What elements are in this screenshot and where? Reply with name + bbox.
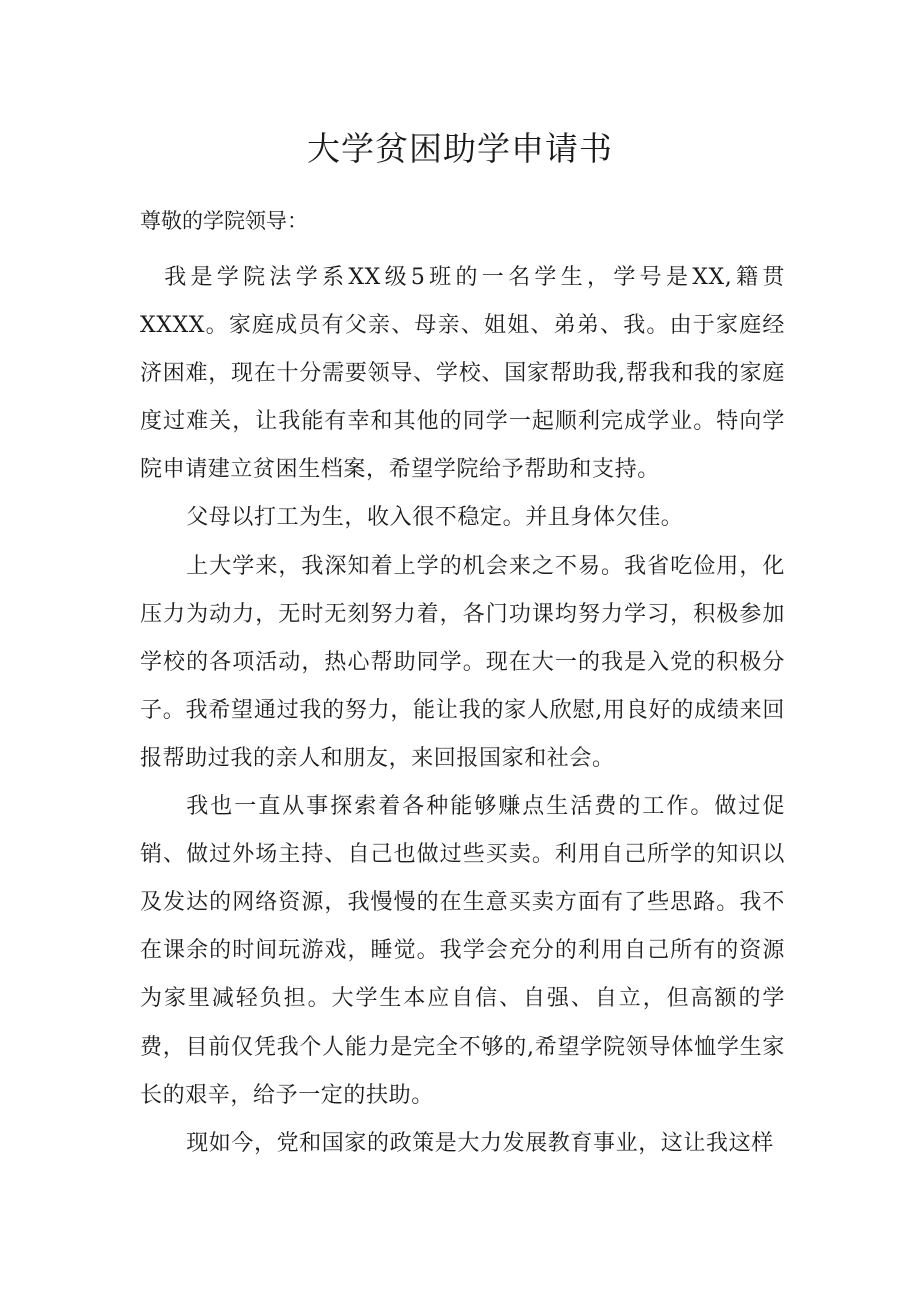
paragraph-parents: 父母以打工为生，收入很不稳定。并且身体欠佳。	[186, 505, 684, 531]
document-body	[140, 254, 785, 1168]
document-title: 大学贫困助学申请书	[307, 129, 613, 168]
paragraph-intro: 我是学院法学系XX级5班的一名学生，学号是XX,籍贯XXXX。家庭成员有父亲、母亲、姐姐、弟弟、我。由于家庭经济困难，现在十分需要领导、学校、国家帮助我,帮我和我的家庭度过难关，让我能有幸和其他的同学一起顺利完成学业。特向学院申请建立贫困生档案，希望学院给予帮助和支持。	[140, 265, 785, 483]
paragraph-work: 我也一直从事探索着各种能够赚点生活费的工作。做过促销、做过外场主持、自己也做过些买卖。利用自己所学的知识以及发达的网络资源，我慢慢的在生意买卖方面有了些思路。我不在课余的时间玩游戏，睡觉。我学会充分的利用自己所有的资源为家里减轻负担。大学生本应自信、自强、自立，但高额的学费，目前仅凭我个人能力是完全不够的,希望学院领导体恤学生家长的艰辛，给予一定的扶助。	[140, 794, 785, 1108]
salutation: 尊敬的学院领导：	[140, 209, 308, 233]
paragraph-university: 上大学来，我深知着上学的机会来之不易。我省吃俭用，化压力为动力，无时无刻努力着，各门功课均努力学习，积极参加学校的各项活动，热心帮助同学。现在大一的我是入党的积极分子。我希望通过我的努力，能让我的家人欣慰,用良好的成绩来回报帮助过我的亲人和朋友，来回报国家和社会。	[140, 553, 785, 771]
paragraph-policy: 现如今，党和国家的政策是大力发展教育事业，这让我这样	[186, 1130, 774, 1156]
